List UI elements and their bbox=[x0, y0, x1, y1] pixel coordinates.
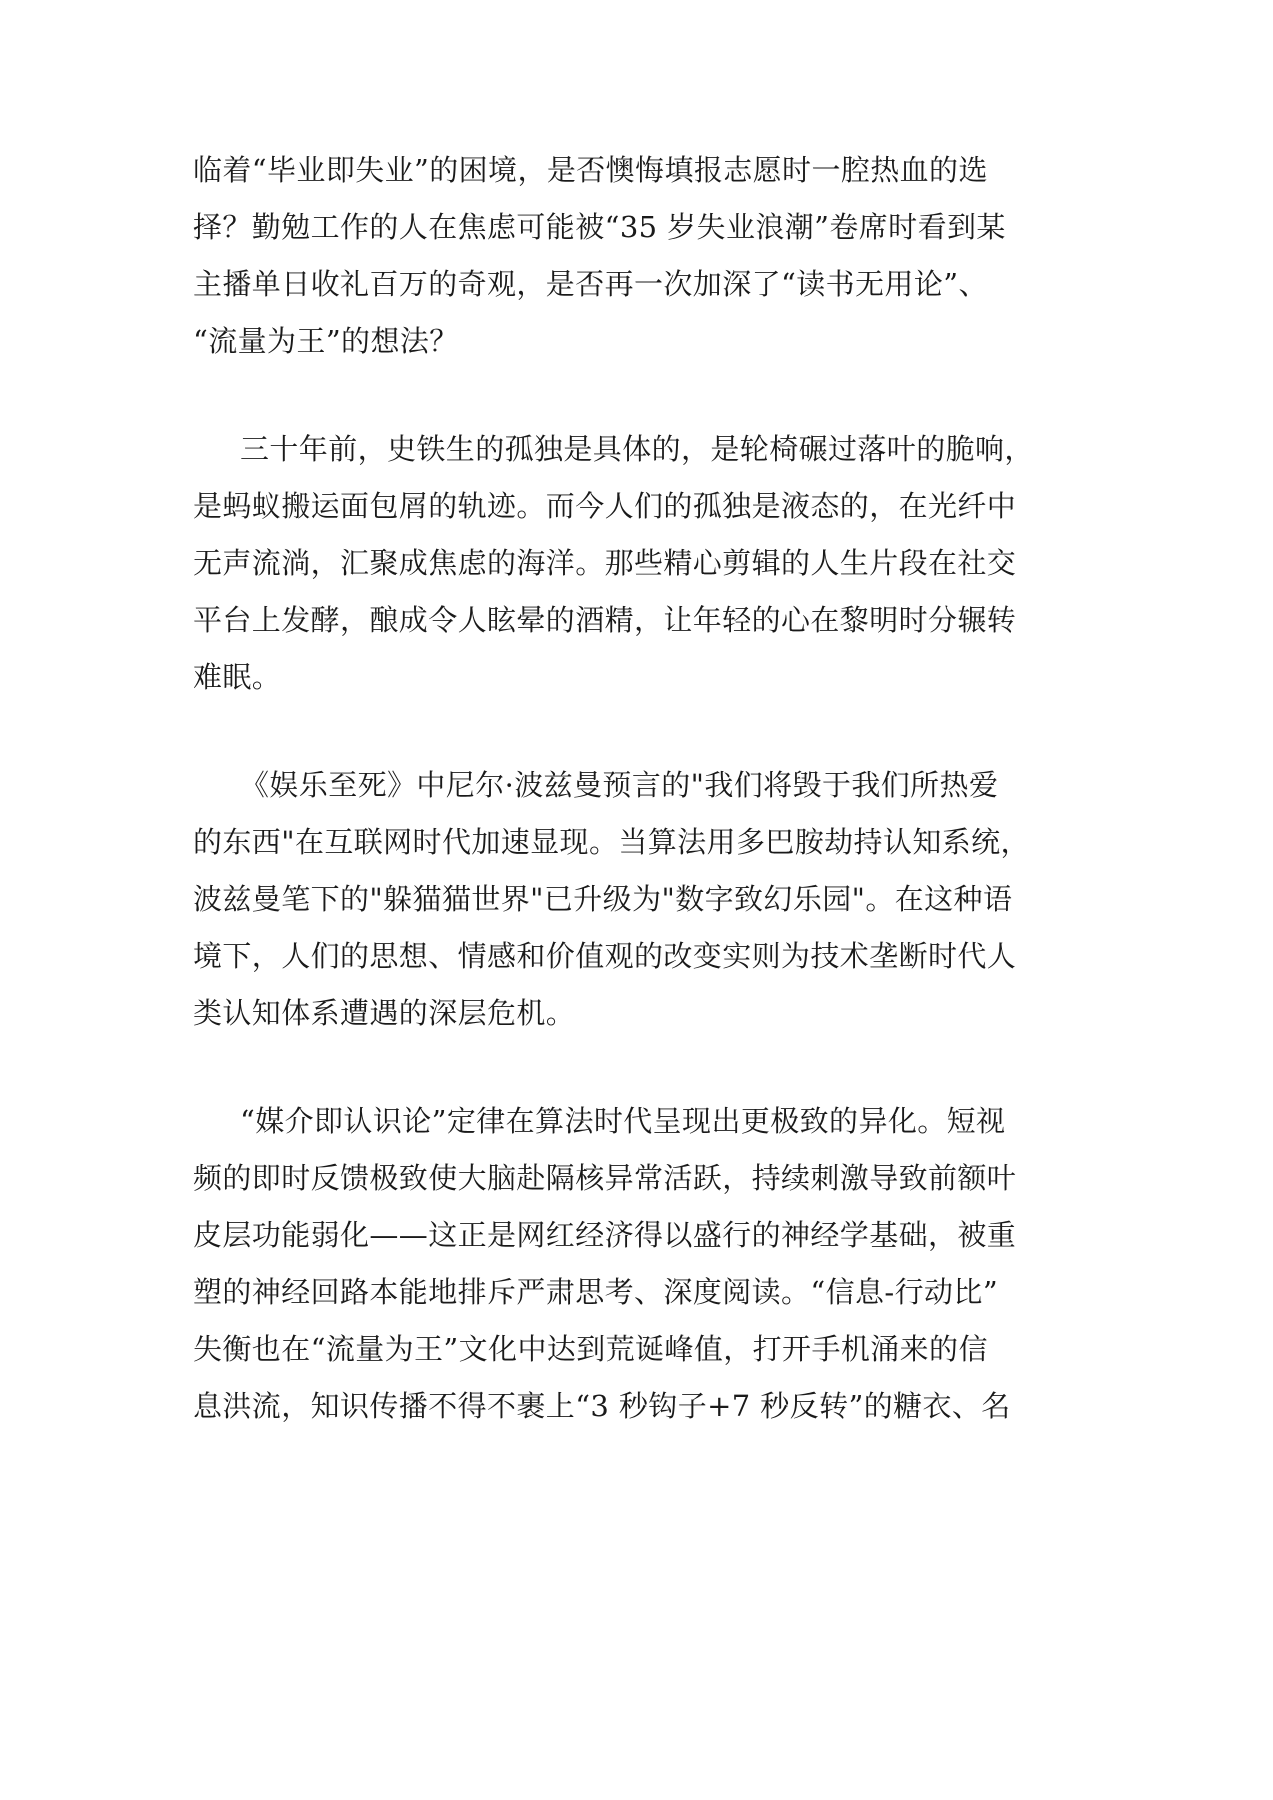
paragraph-3-line-2: 的东西"在互联网时代加速显现。当算法用多巴胺劫持认知系统， bbox=[193, 825, 1030, 859]
paragraph-3-line-1: 《娱乐至死》中尼尔·波兹曼预言的"我们将毁于我们所热爱 bbox=[240, 768, 999, 802]
paragraph-1-line-3: 主播单日收礼百万的奇观，是否再一次加深了“读书无用论”、 bbox=[193, 267, 988, 301]
paragraph-1-line-4: “流量为王”的想法？ bbox=[193, 324, 459, 358]
paragraph-3-line-3: 波兹曼笔下的"躲猫猫世界"已升级为"数字致幻乐园"。在这种语 bbox=[193, 882, 1013, 916]
paragraph-1-line-2: 择？勤勉工作的人在焦虑可能被“35 岁失业浪潮”卷席时看到某 bbox=[193, 210, 1006, 244]
paragraph-4-line-5: 失衡也在“流量为王”文化中达到荒诞峰值，打开手机涌来的信 bbox=[193, 1332, 988, 1366]
paragraph-3-line-4: 境下，人们的思想、情感和价值观的改变实则为技术垄断时代人 bbox=[193, 939, 1017, 973]
paragraph-2-line-5: 难眠。 bbox=[193, 660, 282, 694]
paragraph-1-line-1: 临着“毕业即失业”的困境，是否懊悔填报志愿时一腔热血的选 bbox=[193, 153, 988, 187]
paragraph-4-line-1: “媒介即认识论”定律在算法时代呈现出更极致的异化。短视 bbox=[240, 1104, 1006, 1138]
paragraph-4-line-3: 皮层功能弱化——这正是网红经济得以盛行的神经学基础，被重 bbox=[193, 1218, 1017, 1252]
paragraph-2-line-4: 平台上发酵，酿成令人眩晕的酒精，让年轻的心在黎明时分辗转 bbox=[193, 603, 1017, 637]
paragraph-4-line-6: 息洪流，知识传播不得不裹上“3 秒钩子+7 秒反转”的糖衣、名 bbox=[193, 1389, 1011, 1423]
paragraph-2-line-2: 是蚂蚁搬运面包屑的轨迹。而今人们的孤独是液态的，在光纤中 bbox=[193, 489, 1017, 523]
paragraph-2-line-1: 三十年前，史铁生的孤独是具体的，是轮椅碾过落叶的脆响， bbox=[240, 432, 1034, 466]
paragraph-4-line-2: 频的即时反馈极致使大脑赴隔核异常活跃，持续刺激导致前额叶 bbox=[193, 1161, 1017, 1195]
paragraph-3-line-5: 类认知体系遭遇的深层危机。 bbox=[193, 996, 576, 1030]
paragraph-4-line-4: 塑的神经回路本能地排斥严肃思考、深度阅读。“信息-行动比” bbox=[193, 1275, 999, 1309]
paragraph-2-line-3: 无声流淌，汇聚成焦虑的海洋。那些精心剪辑的人生片段在社交 bbox=[193, 546, 1017, 580]
